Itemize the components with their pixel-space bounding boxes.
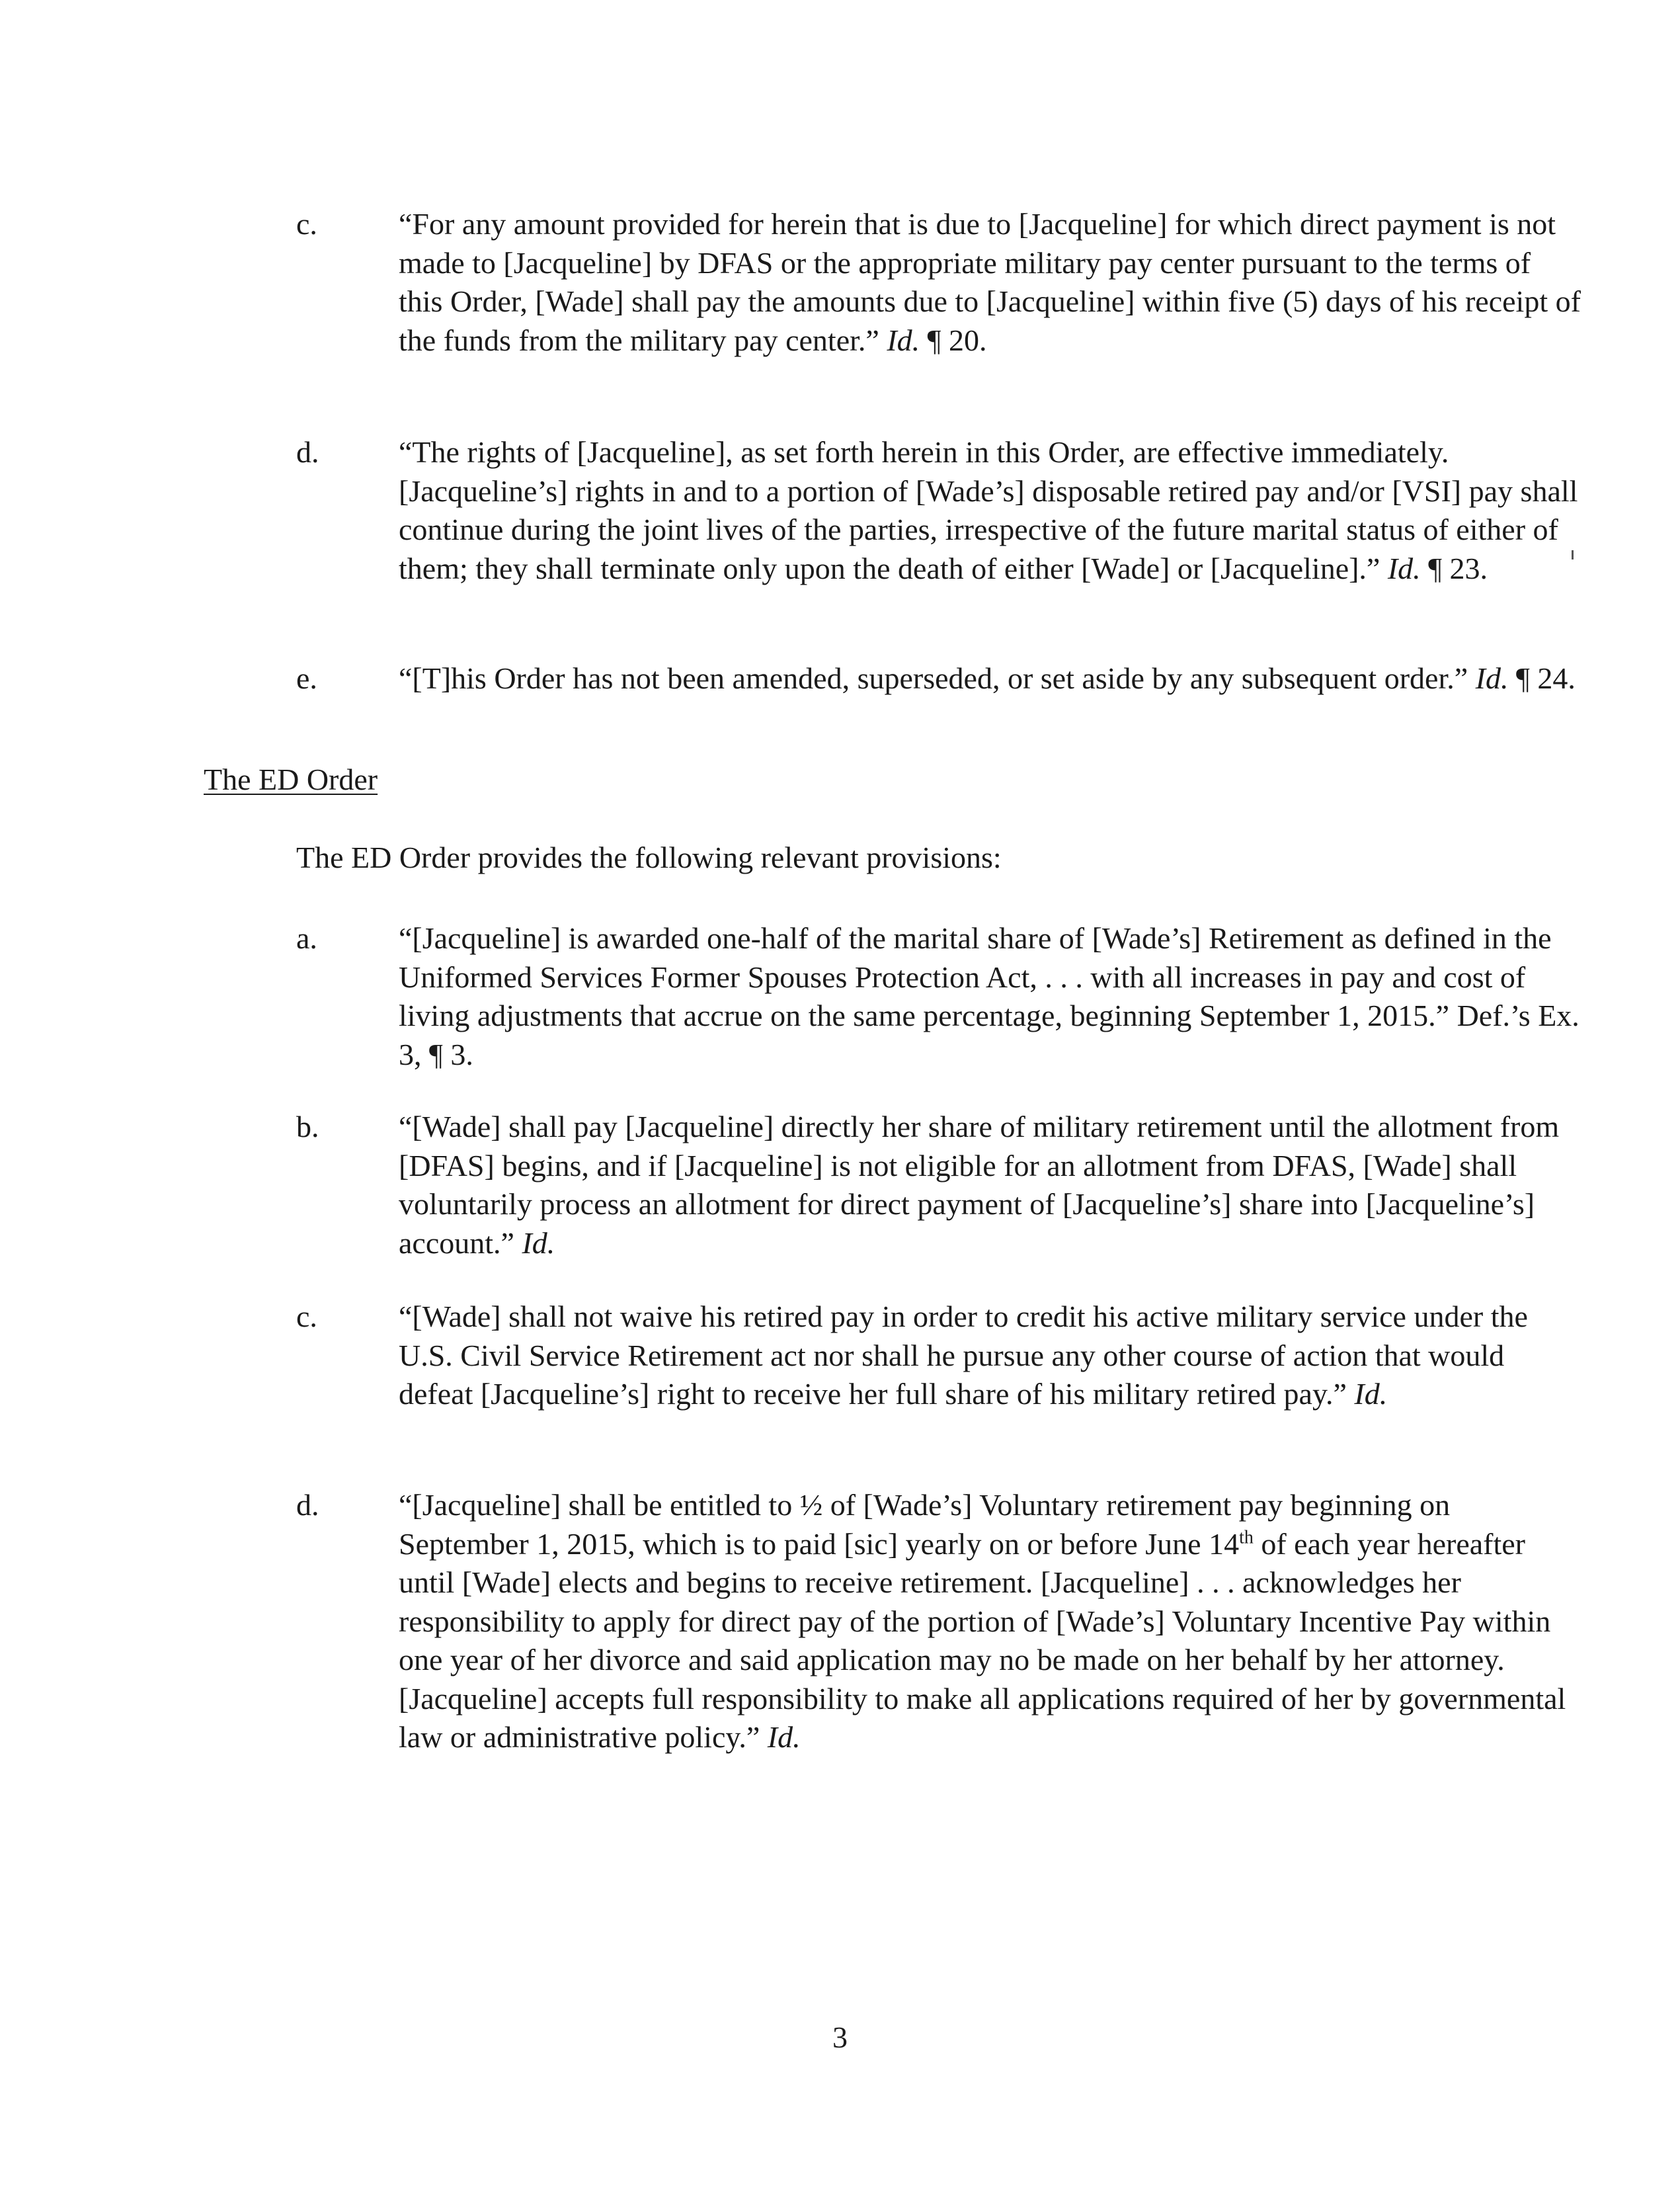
item-text — [399, 1298, 1582, 1414]
item-letter: a. — [296, 921, 317, 955]
intro-paragraph: The ED Order provides the following relevant provisions: — [296, 841, 1002, 874]
item-text — [399, 919, 1582, 1074]
item-citation: Id. — [767, 1720, 801, 1754]
item-letter: d. — [296, 1488, 319, 1522]
item-citation: Id. — [1354, 1377, 1388, 1411]
item-quote: “[T]his Order has not been amended, superseded, or set aside by any subsequent order.” — [399, 661, 1476, 695]
margin-mark — [1572, 550, 1574, 559]
item-text — [399, 1486, 1582, 1757]
ordinal-superscript: th — [1239, 1527, 1254, 1548]
item-quote: “[Jacqueline] is awarded one-half of the marital share of [Wade’s] Retirement as defined in the Uniformed Services Former Spouses Protection Act, . . . with all increases in pay and cost of living adjustments that accrue on the same percentage, beginning September 1, 2015.” Def.’s Ex. 3, ¶ 3. — [399, 921, 1580, 1071]
item-letter: c. — [296, 207, 317, 241]
item-quote: “[Wade] shall pay [Jacqueline] directly her share of military retirement until the allotment from [DFAS] begins, and if [Jacqueline] is not eligible for an allotment from DFAS, [Wade] shall voluntarily process an allotment for direct payment of [Jacqueline’s] share into [Jacqueline’s] account.” — [399, 1110, 1560, 1260]
item-citation: Id. — [887, 323, 920, 357]
item-text — [399, 659, 1582, 698]
page-number: 3 — [832, 2020, 848, 2054]
item-paragraph-ref: ¶ 24. — [1508, 661, 1576, 695]
item-letter: b. — [296, 1110, 319, 1143]
item-letter: e. — [296, 661, 317, 695]
item-quote: “[Wade] shall not waive his retired pay in order to credit his active military service under the U.S. Civil Service Retirement act nor shall he pursue any other course of action that would defeat [Jacqueline’s] right to receive her full share of his military retired pay.” — [399, 1300, 1528, 1411]
item-quote-part-1: “[Jacqueline] shall be entitled to ½ of [Wade’s] Voluntary retirement pay beginning on September 1, 2015, which is to paid [sic] yearly on or before June 14 — [399, 1488, 1451, 1561]
item-text — [399, 433, 1582, 588]
item-quote: “The rights of [Jacqueline], as set forth herein in this Order, are effective immediately. [Jacqueline’s] rights in and to a portion of [Wade’s] disposable retired pay and/or [VSI] pay shall continue during the joint lives of the parties, irrespective of the future marital status of either of them; they shall terminate only upon the death of either [Wade] or [Jacqueline].” — [399, 435, 1578, 585]
item-text — [399, 1108, 1582, 1262]
item-paragraph-ref: ¶ 20. — [920, 323, 987, 357]
item-paragraph-ref: ¶ 23. — [1420, 551, 1488, 585]
item-quote-part-2: of each year hereafter until [Wade] elects and begins to receive retirement. [Jacqueline] . . . acknowledges her responsibility to apply for direct pay of the portion of [Wade’s] Voluntary Incentive Pay within one year of her divorce and said application may no be made on her behalf by her attorney. [Jacqueline] accepts full responsibility to make all applications required of her by governmental law or administrative policy.” — [399, 1526, 1566, 1754]
item-quote: “For any amount provided for herein that is due to [Jacqueline] for which direct payment is not made to [Jacqueline] by DFAS or the appropriate military pay center pursuant to the terms of this Order, [Wade] shall pay the amounts due to [Jacqueline] within five (5) days of his receipt of the funds from the military pay center.” — [399, 207, 1581, 357]
section-heading: The ED Order — [204, 763, 378, 796]
item-citation: Id. — [1387, 551, 1421, 585]
item-text — [399, 205, 1582, 360]
item-citation: Id. — [1475, 661, 1509, 695]
item-letter: d. — [296, 435, 319, 469]
item-letter: c. — [296, 1300, 317, 1333]
item-citation: Id. — [522, 1225, 555, 1260]
